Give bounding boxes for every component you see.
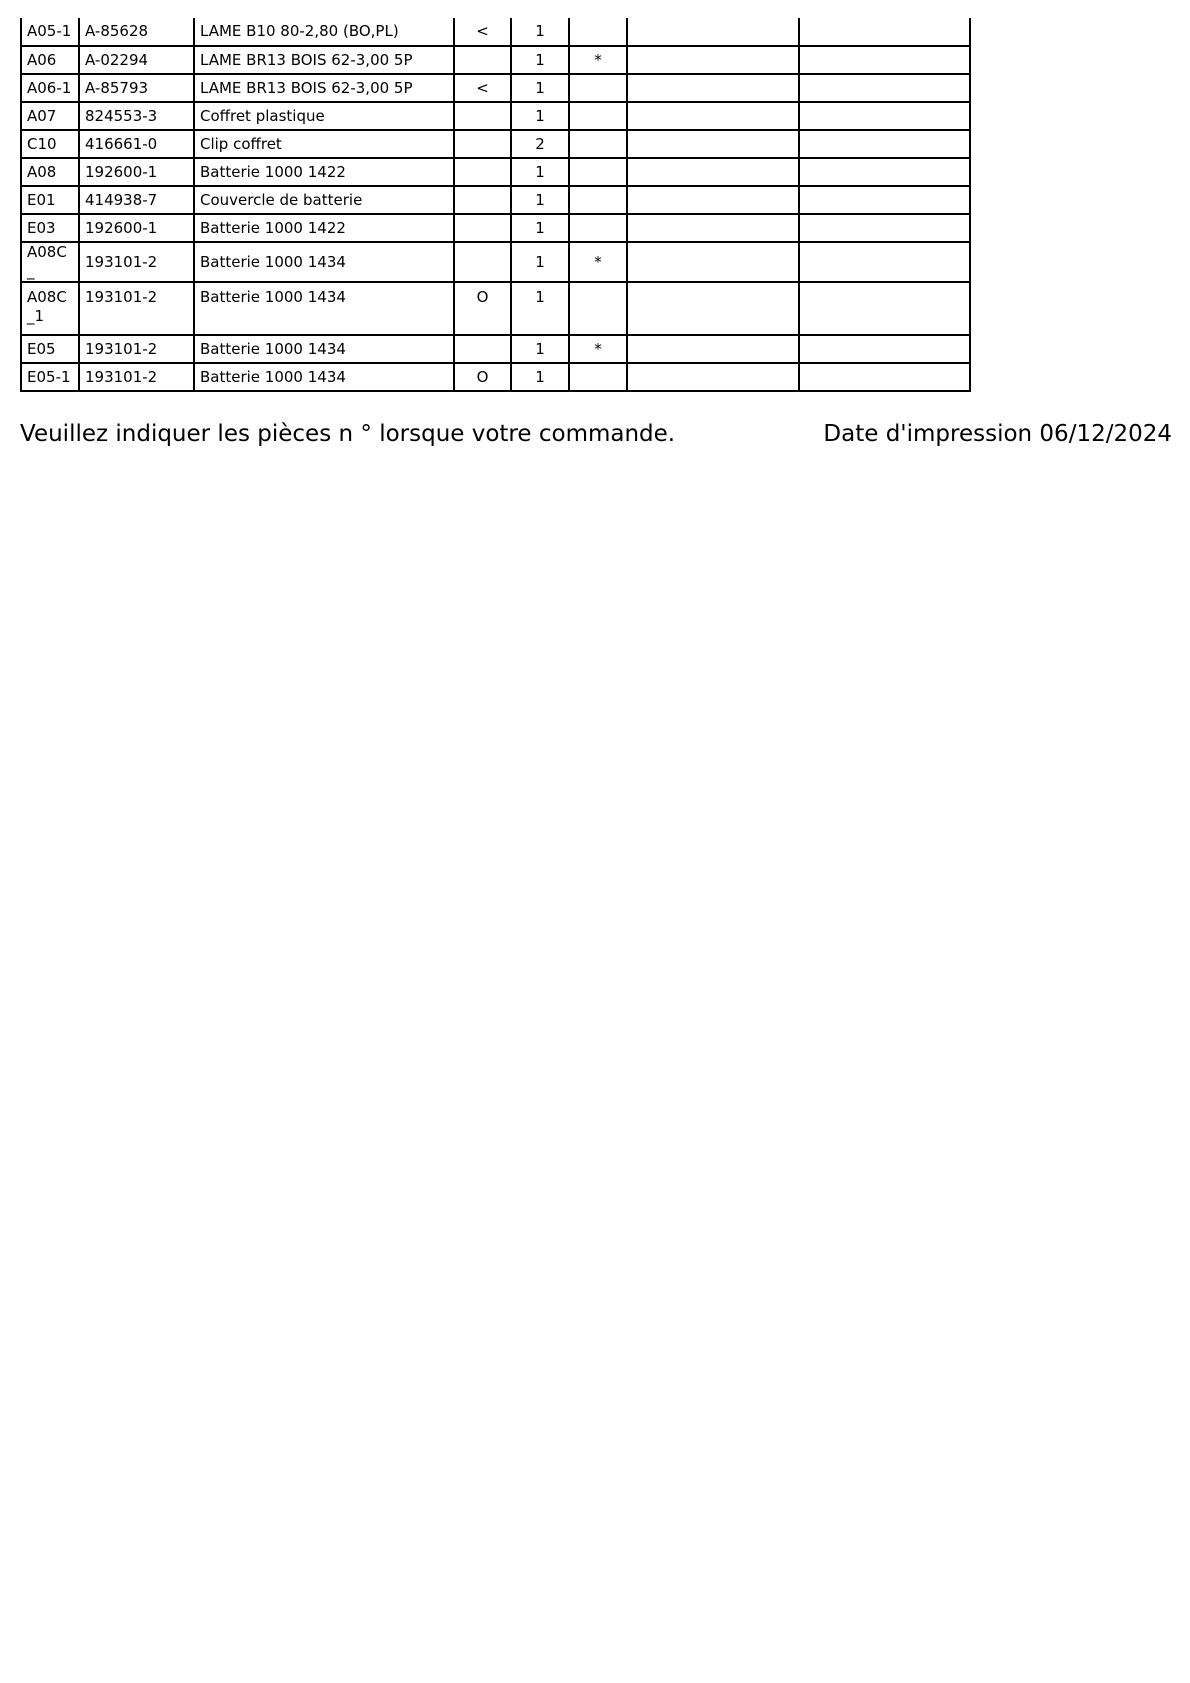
note-cell (454, 102, 511, 130)
part-number-cell: A-02294 (79, 46, 194, 74)
quantity-cell: 1 (511, 214, 569, 242)
mark-cell (569, 186, 627, 214)
reference-cell: C10 (21, 130, 79, 158)
part-number-cell: 414938-7 (79, 186, 194, 214)
part-number-cell: 193101-2 (79, 363, 194, 391)
table-row (21, 186, 970, 214)
table-row (21, 130, 970, 158)
table-row (21, 282, 970, 335)
mark-cell (569, 102, 627, 130)
description-cell: Batterie 1000 1422 (194, 214, 454, 242)
quantity-cell: 1 (511, 242, 569, 282)
note-cell: < (454, 18, 511, 46)
empty-cell (627, 74, 799, 102)
quantity-cell: 1 (511, 335, 569, 363)
mark-cell: * (569, 242, 627, 282)
part-number-cell: 416661-0 (79, 130, 194, 158)
reference-cell: A08C_ (21, 242, 79, 282)
table-row (21, 214, 970, 242)
empty-cell (627, 242, 799, 282)
description-cell: Couvercle de batterie (194, 186, 454, 214)
mark-cell (569, 18, 627, 46)
mark-cell (569, 158, 627, 186)
reference-cell: A07 (21, 102, 79, 130)
part-number-cell: A-85628 (79, 18, 194, 46)
quantity-cell: 1 (511, 102, 569, 130)
empty-cell (627, 186, 799, 214)
reference-cell: E01 (21, 186, 79, 214)
reference-cell: A06-1 (21, 74, 79, 102)
empty-cell (627, 46, 799, 74)
description-cell: Batterie 1000 1434 (194, 282, 454, 335)
table-row (21, 74, 970, 102)
table-row (21, 46, 970, 74)
part-number-cell: 824553-3 (79, 102, 194, 130)
table-row (21, 158, 970, 186)
note-cell: < (454, 74, 511, 102)
table-row (21, 102, 970, 130)
description-cell: LAME B10 80-2,80 (BO,PL) (194, 18, 454, 46)
note-cell (454, 46, 511, 74)
empty-cell (799, 46, 970, 74)
table-row (21, 335, 970, 363)
quantity-cell: 1 (511, 186, 569, 214)
mark-cell: * (569, 46, 627, 74)
note-cell (454, 214, 511, 242)
empty-cell (799, 74, 970, 102)
empty-cell (627, 102, 799, 130)
empty-cell (799, 335, 970, 363)
empty-cell (799, 18, 970, 46)
mark-cell (569, 282, 627, 335)
quantity-cell: 1 (511, 282, 569, 335)
description-cell: Batterie 1000 1422 (194, 158, 454, 186)
reference-cell: A05-1 (21, 18, 79, 46)
empty-cell (799, 102, 970, 130)
description-cell: Clip coffret (194, 130, 454, 158)
note-cell (454, 186, 511, 214)
empty-cell (627, 363, 799, 391)
description-cell: Batterie 1000 1434 (194, 335, 454, 363)
table-row (21, 363, 970, 391)
mark-cell (569, 74, 627, 102)
quantity-cell: 1 (511, 74, 569, 102)
parts-table-body (21, 18, 970, 391)
empty-cell (627, 158, 799, 186)
note-cell (454, 130, 511, 158)
reference-cell: A08C_1 (21, 282, 79, 335)
reference-cell: A06 (21, 46, 79, 74)
empty-cell (627, 335, 799, 363)
empty-cell (799, 214, 970, 242)
empty-cell (799, 158, 970, 186)
parts-table (20, 18, 971, 392)
part-number-cell: 193101-2 (79, 242, 194, 282)
part-number-cell: 192600-1 (79, 214, 194, 242)
quantity-cell: 1 (511, 158, 569, 186)
reference-cell: E05-1 (21, 363, 79, 391)
part-number-cell: 193101-2 (79, 335, 194, 363)
mark-cell (569, 214, 627, 242)
empty-cell (799, 282, 970, 335)
part-number-cell: 193101-2 (79, 282, 194, 335)
empty-cell (627, 282, 799, 335)
reference-cell: E03 (21, 214, 79, 242)
mark-cell: * (569, 335, 627, 363)
table-row (21, 242, 970, 282)
table-row (21, 18, 970, 46)
description-cell: Batterie 1000 1434 (194, 363, 454, 391)
note-cell (454, 242, 511, 282)
quantity-cell: 2 (511, 130, 569, 158)
description-cell: Coffret plastique (194, 102, 454, 130)
empty-cell (799, 242, 970, 282)
print-date: Date d'impression 06/12/2024 (823, 421, 1172, 447)
empty-cell (799, 130, 970, 158)
empty-cell (627, 130, 799, 158)
mark-cell (569, 363, 627, 391)
quantity-cell: 1 (511, 46, 569, 74)
quantity-cell: 1 (511, 18, 569, 46)
description-cell: LAME BR13 BOIS 62-3,00 5P (194, 46, 454, 74)
empty-cell (627, 214, 799, 242)
empty-cell (799, 186, 970, 214)
order-instruction-note: Veuillez indiquer les pièces n ° lorsque votre commande. (20, 421, 676, 447)
empty-cell (627, 18, 799, 46)
note-cell (454, 335, 511, 363)
note-cell (454, 158, 511, 186)
description-cell: Batterie 1000 1434 (194, 242, 454, 282)
quantity-cell: 1 (511, 363, 569, 391)
note-cell: O (454, 282, 511, 335)
empty-cell (799, 363, 970, 391)
reference-cell: E05 (21, 335, 79, 363)
reference-cell: A08 (21, 158, 79, 186)
part-number-cell: A-85793 (79, 74, 194, 102)
description-cell: LAME BR13 BOIS 62-3,00 5P (194, 74, 454, 102)
note-cell: O (454, 363, 511, 391)
mark-cell (569, 130, 627, 158)
part-number-cell: 192600-1 (79, 158, 194, 186)
